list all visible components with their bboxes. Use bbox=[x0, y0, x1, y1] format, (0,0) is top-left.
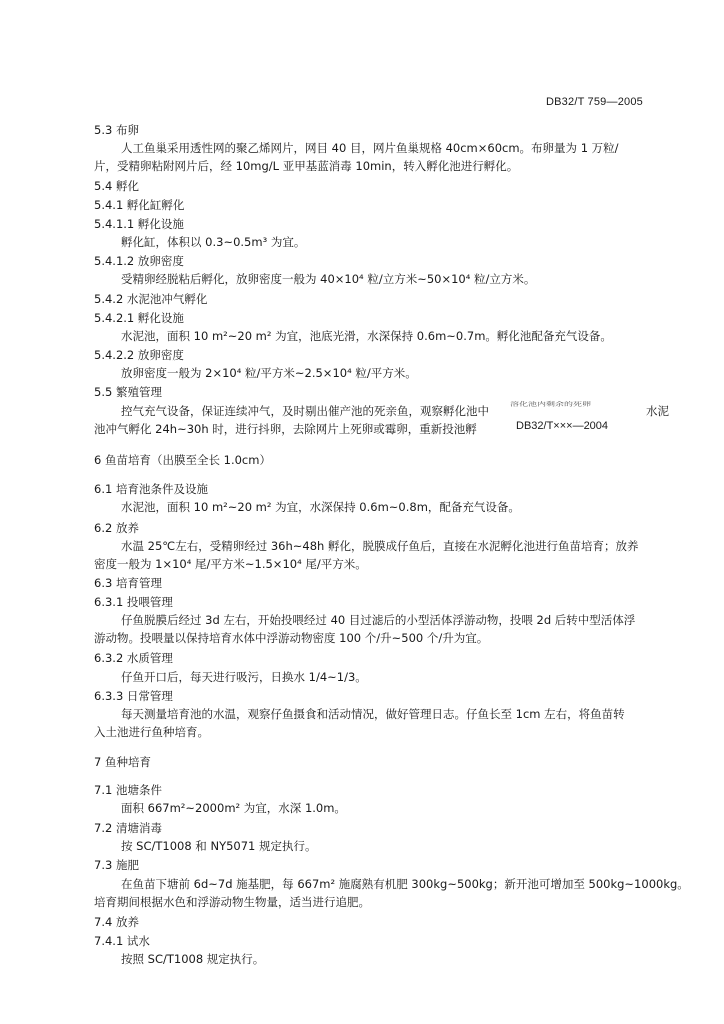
paragraph-line: 按照 SC/T1008 规定执行。 bbox=[121, 952, 265, 966]
section-heading: 7.3 施肥 bbox=[94, 858, 139, 872]
paragraph-line-end: 水泥 bbox=[646, 404, 669, 418]
paragraph-line: 水泥池，面积 10 m²~20 m² 为宜，水深保持 0.6m~0.8m，配备充气设备。 bbox=[121, 500, 520, 514]
paragraph-line: 受精卵经脱粘后孵化，放卵密度一般为 40×10⁴ 粒/立方米~50×10⁴ 粒/立方米。 bbox=[121, 272, 536, 286]
section-heading: 6.1 培育池条件及设施 bbox=[94, 482, 208, 496]
section-heading: 6.3.3 日常管理 bbox=[94, 689, 173, 703]
section-heading: 5.4.1.2 放卵密度 bbox=[94, 254, 184, 268]
section-heading: 7.4.1 试水 bbox=[94, 934, 150, 948]
section-heading: 5.4 孵化 bbox=[94, 179, 139, 193]
paragraph-line: 水泥池，面积 10 m²~20 m² 为宜，池底光滑，水深保持 0.6m~0.7m。孵化池配备充气设备。 bbox=[121, 329, 612, 343]
paragraph-line: 池冲气孵化 24h~30h 时，进行抖卵，去除网片上死卵或霉卵，重新投池孵 bbox=[94, 422, 477, 436]
section-heading: 5.4.1.1 孵化设施 bbox=[94, 217, 184, 231]
section-heading: 6.3.2 水质管理 bbox=[94, 651, 173, 665]
paragraph-line: 游动物。投喂量以保持培育水体中浮游动物密度 100 个/升~500 个/升为宜。 bbox=[94, 631, 489, 645]
section-heading: 6.3.1 投喂管理 bbox=[94, 595, 173, 609]
section-heading: 5.5 繁殖管理 bbox=[94, 385, 162, 399]
paragraph-line: 水温 25℃左右，受精卵经过 36h~48h 孵化，脱膜成仔鱼后，直接在水泥孵化池进行鱼苗培育；放养 bbox=[121, 539, 639, 553]
paragraph-line: 每天测量培育池的水温，观察仔鱼摄食和活动情况，做好管理日志。仔鱼长至 1cm 左右，将鱼苗转 bbox=[121, 707, 625, 721]
section-heading: 5.4.2.1 孵化设施 bbox=[94, 311, 184, 325]
paragraph-line: 培育期间根据水色和浮游动物生物量，适当进行追肥。 bbox=[94, 895, 370, 909]
overprint-code: DB32/T×××—2004 bbox=[516, 420, 609, 432]
section-heading: 5.4.1 孵化缸孵化 bbox=[94, 198, 185, 212]
section-heading: 5.3 布卵 bbox=[94, 123, 139, 137]
paragraph-line: 人工鱼巢采用透性网的聚乙烯网片，网目 40 目，网片鱼巢规格 40cm×60cm。布卵量为 1 万粒/ bbox=[121, 141, 619, 155]
section-heading: 7.2 清塘消毒 bbox=[94, 821, 162, 835]
faint-overprint: 溶化池内剩余的死卵 bbox=[510, 401, 592, 408]
section-heading: 6.3 培育管理 bbox=[94, 576, 162, 590]
paragraph-line: 仔鱼脱膜后经过 3d 左右，开始投喂经过 40 目过滤后的小型活体浮游动物，投喂 2d 后转中型活体浮 bbox=[121, 613, 636, 627]
section-heading: 7.1 池塘条件 bbox=[94, 783, 162, 797]
section-heading: 6.2 放养 bbox=[94, 521, 139, 535]
paragraph-line: 入土池进行鱼种培育。 bbox=[94, 725, 209, 739]
paragraph-line: 控气充气设备，保证连续冲气，及时剔出催产池的死亲鱼，观察孵化池中 bbox=[121, 404, 489, 418]
paragraph-line: 仔鱼开口后，每天进行吸污，日换水 1/4~1/3。 bbox=[121, 670, 367, 684]
paragraph-line: 放卵密度一般为 2×10⁴ 粒/平方米~2.5×10⁴ 粒/平方米。 bbox=[121, 366, 417, 380]
paragraph-line: 按 SC/T1008 和 NY5071 规定执行。 bbox=[121, 839, 317, 853]
paragraph-line: 在鱼苗下塘前 6d~7d 施基肥，每 667m² 施腐熟有机肥 300kg~500kg；新开池可增加至 500kg~1000kg。 bbox=[121, 877, 689, 891]
section-heading: 6 鱼苗培育（出膜至全长 1.0cm） bbox=[94, 453, 271, 467]
standard-code-header: DB32/T 759—2005 bbox=[546, 96, 643, 108]
section-heading: 5.4.2 水泥池冲气孵化 bbox=[94, 292, 208, 306]
paragraph-line: 密度一般为 1×10⁴ 尾/平方米~1.5×10⁴ 尾/平方米。 bbox=[94, 557, 367, 571]
section-heading: 7.4 放养 bbox=[94, 915, 139, 929]
section-heading: 7 鱼种培育 bbox=[94, 755, 151, 769]
paragraph-line: 面积 667m²~2000m² 为宜，水深 1.0m。 bbox=[121, 801, 346, 815]
paragraph-line: 片，受精卵粘附网片后，经 10mg/L 亚甲基蓝消毒 10min，转入孵化池进行孵化。 bbox=[94, 159, 519, 173]
paragraph-line: 孵化缸，体积以 0.3~0.5m³ 为宜。 bbox=[121, 235, 306, 249]
section-heading: 5.4.2.2 放卵密度 bbox=[94, 348, 184, 362]
